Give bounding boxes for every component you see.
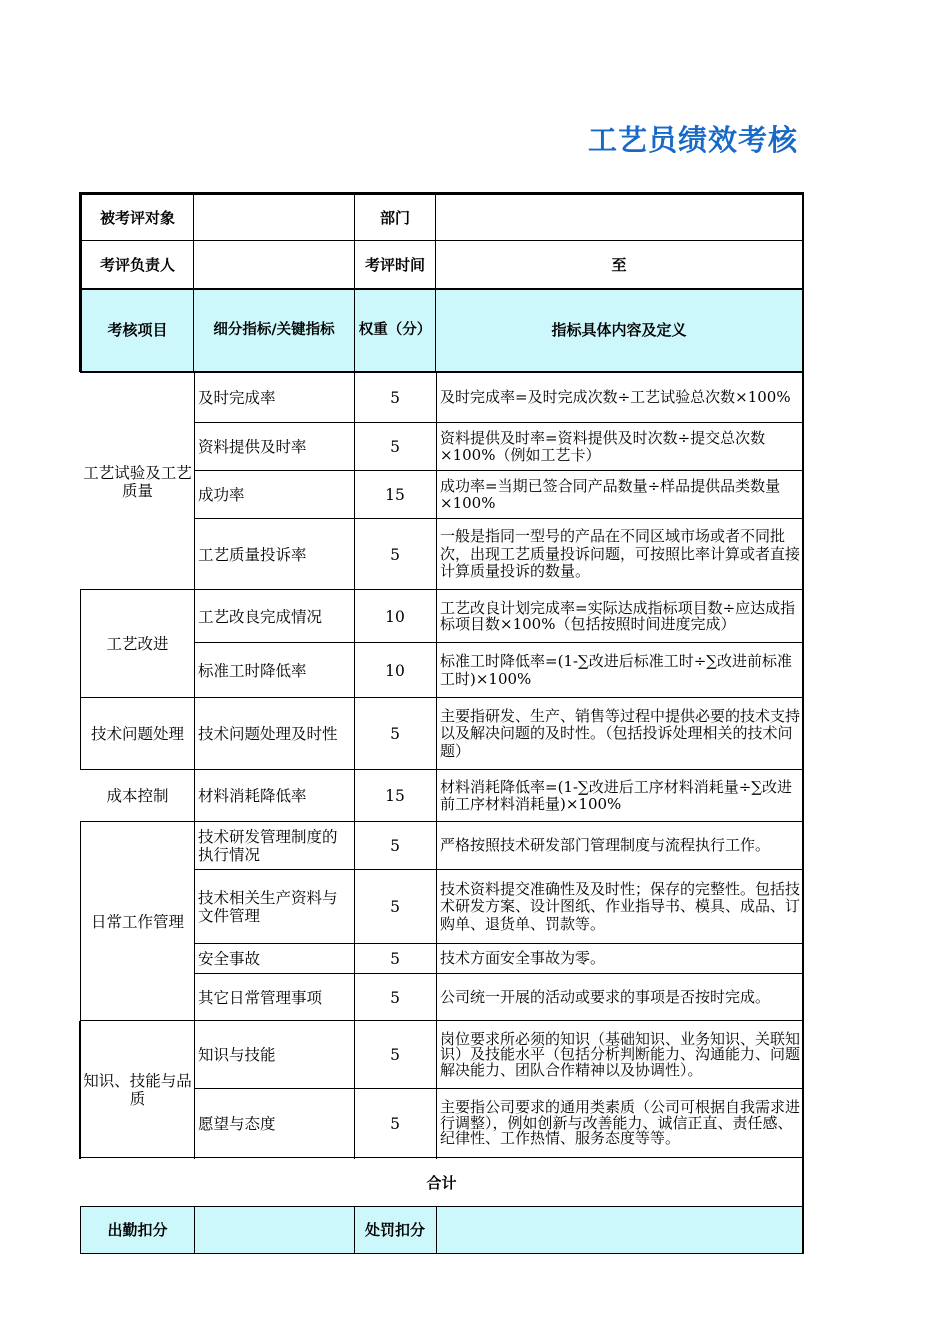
grid-line xyxy=(354,1207,355,1254)
evaluee-label: 被考评对象 xyxy=(99,208,175,227)
group-cost-control: 成本控制 xyxy=(106,787,169,805)
weight-cell: 5 xyxy=(390,545,400,564)
definition-cell: 成功率=当期已签合同产品数量÷样品提供品类数量×100% xyxy=(440,476,781,512)
definition-cell: 标准工时降低率=(1-∑改进后标准工时÷∑改进前标准工时)×100% xyxy=(440,652,793,688)
group-knowledge-skills xyxy=(81,1021,194,1158)
grid-line xyxy=(80,589,803,590)
grid-line xyxy=(194,642,803,643)
grid-line xyxy=(194,973,803,974)
grid-line xyxy=(80,240,803,241)
grid-line xyxy=(79,1021,81,1159)
weight-cell: 5 xyxy=(390,725,400,743)
grid-line xyxy=(436,373,437,1159)
group-tech-issues: 技术问题处理 xyxy=(90,725,184,743)
grid-line xyxy=(194,422,803,423)
grid-line xyxy=(194,869,803,870)
column-header-item: 考核项目 xyxy=(107,321,168,339)
grid-line xyxy=(80,288,803,290)
column-header-definition: 指标具体内容及定义 xyxy=(551,321,687,339)
table-border xyxy=(802,192,804,1254)
group-knowledge-skills-label: 知识、技能与品质 xyxy=(83,1071,192,1108)
dept-value[interactable] xyxy=(436,194,802,241)
table-border xyxy=(80,371,803,373)
column-header-weight xyxy=(354,289,436,371)
time-label: 考评时间 xyxy=(364,256,425,274)
definition-cell: 及时完成率=及时完成次数÷工艺试验总次数×100% xyxy=(440,388,791,407)
indicator-cell: 及时完成率 xyxy=(198,389,276,407)
definition-cell: 公司统一开展的活动或要求的事项是否按时完成。 xyxy=(440,987,771,1006)
definition-cell: 技术方面安全事故为零。 xyxy=(440,949,606,968)
grid-line xyxy=(194,518,803,519)
grid-line xyxy=(194,943,803,944)
table-border xyxy=(79,192,82,372)
indicator-cell: 工艺改良完成情况 xyxy=(198,607,323,626)
page-title: 工艺员绩效考核 xyxy=(588,123,799,157)
definition-cell: 材料消耗降低率=(1-∑改进后工序材料消耗量÷∑改进前工序材料消耗量)×100% xyxy=(440,777,793,813)
weight-cell: 5 xyxy=(390,898,400,916)
grid-line xyxy=(436,1207,437,1254)
indicator-cell: 成功率 xyxy=(198,486,245,504)
grid-line xyxy=(80,1020,803,1021)
definition-cell: 一般是指同一型号的产品在不同区域市场或者不同批次，出现工艺质量投诉问题，可按照比率计算或者直接计算质量投诉的数量。 xyxy=(440,527,801,581)
indicator-cell: 工艺质量投诉率 xyxy=(198,545,307,564)
attendance-label: 出勤扣分 xyxy=(107,1221,168,1239)
grid-line xyxy=(194,1088,803,1089)
attendance-value[interactable] xyxy=(194,1207,354,1253)
indicator-cell: 愿望与态度 xyxy=(198,1114,276,1133)
weight-cell: 5 xyxy=(390,1114,400,1133)
weight-cell: 10 xyxy=(385,661,405,680)
weight-cell: 5 xyxy=(390,837,400,855)
definition-cell: 岗位要求所必须的知识（基础知识、业务知识、关联知识）及技能水平（包括分析判断能力、沟通能力、问题解决能力、团队合作精神以及协调性）。 xyxy=(440,1029,801,1079)
grid-line xyxy=(80,769,803,770)
grid-line xyxy=(194,1207,195,1254)
indicator-cell: 技术问题处理及时性 xyxy=(198,725,338,743)
indicator-cell: 安全事故 xyxy=(198,950,261,968)
weight-cell: 15 xyxy=(385,486,405,504)
definition-cell: 资料提供及时率=资料提供及时次数÷提交总次数×100%（例如工艺卡） xyxy=(440,428,766,464)
weight-cell: 5 xyxy=(390,950,400,968)
grid-line xyxy=(80,697,803,698)
indicator-cell: 标准工时降低率 xyxy=(198,661,307,680)
grid-line xyxy=(80,1157,803,1158)
column-header-weight-text: 权重（分） xyxy=(358,322,432,338)
weight-cell: 10 xyxy=(385,607,405,626)
grid-line xyxy=(80,821,803,822)
table-border xyxy=(80,192,803,195)
grid-line xyxy=(80,590,81,770)
indicator-cell: 资料提供及时率 xyxy=(198,438,307,456)
weight-cell: 5 xyxy=(390,1046,400,1064)
evaluator-value[interactable] xyxy=(194,241,354,289)
weight-cell: 5 xyxy=(390,438,400,456)
grid-line xyxy=(194,470,803,471)
indicator-cell: 材料消耗降低率 xyxy=(198,787,307,805)
indicator-cell: 技术研发管理制度的执行情况 xyxy=(198,828,338,864)
definition-cell: 工艺改良计划完成率=实际达成指标项目数÷应达成指标项目数×100%（包括按照时间进度完成） xyxy=(440,599,796,633)
group-process-quality xyxy=(81,373,194,590)
grid-line xyxy=(193,194,194,372)
weight-cell: 15 xyxy=(385,787,405,805)
indicator-cell: 技术相关生产资料与文件管理 xyxy=(198,889,338,925)
definition-cell: 技术资料提交准确性及及时性；保存的完整性。包括技术研发方案、设计图纸、作业指导书、模具、成品、订购单、退货单、罚款等。 xyxy=(440,879,801,933)
weight-cell: 5 xyxy=(390,988,400,1007)
grid-line xyxy=(435,194,436,372)
table-border xyxy=(80,1253,803,1254)
definition-cell: 主要指公司要求的通用类素质（公司可根据自我需求进行调整），例如创新与改善能力、诚信正直、责任感、纪律性、工作热情、服务态度等等。 xyxy=(440,1098,801,1148)
weight-cell: 5 xyxy=(390,389,400,407)
penalty-label: 处罚扣分 xyxy=(364,1221,425,1239)
table-border xyxy=(80,1207,81,1254)
dept-label: 部门 xyxy=(379,208,410,227)
indicator-cell: 知识与技能 xyxy=(198,1046,276,1064)
penalty-value[interactable] xyxy=(436,1207,802,1253)
evaluator-label: 考评负责人 xyxy=(99,256,175,274)
time-value[interactable]: 至 xyxy=(611,256,627,274)
group-daily-management: 日常工作管理 xyxy=(90,912,184,931)
column-header-indicator: 细分指标/关键指标 xyxy=(213,322,335,338)
definition-cell: 主要指研发、生产、销售等过程中提供必要的技术支持以及解决问题的及时性。（包括投诉处理相关的技术问题） xyxy=(440,706,801,760)
definition-cell: 严格按照技术研发部门管理制度与流程执行工作。 xyxy=(440,836,771,855)
grid-line xyxy=(354,373,355,1159)
group-process-improvement: 工艺改进 xyxy=(106,635,169,653)
grid-line xyxy=(354,194,355,372)
grid-line xyxy=(80,1206,803,1207)
indicator-cell: 其它日常管理事项 xyxy=(198,988,323,1007)
grid-line xyxy=(194,373,195,1159)
total-label: 合计 xyxy=(426,1173,457,1192)
evaluee-value[interactable] xyxy=(194,194,354,241)
group-process-quality-label: 工艺试验及工艺质量 xyxy=(83,463,192,500)
